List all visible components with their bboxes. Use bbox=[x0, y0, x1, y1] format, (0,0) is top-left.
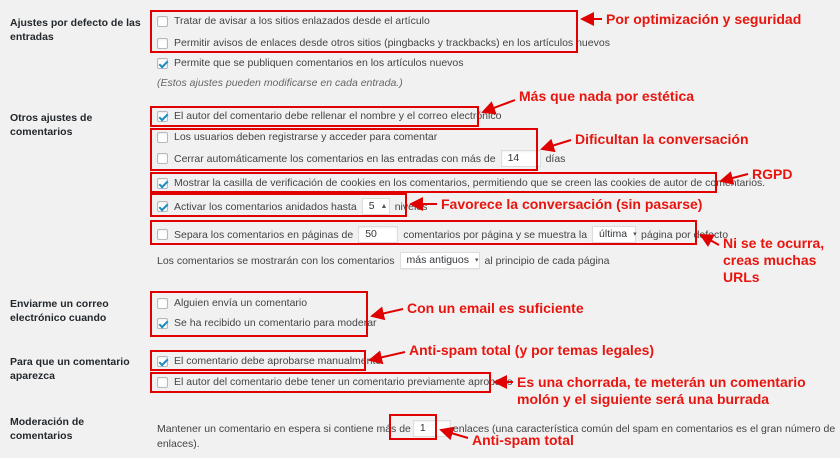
paged-mid-label: comentarios por página y se muestra la bbox=[403, 228, 588, 241]
arrow-email bbox=[372, 309, 403, 316]
comment-order-label: Los comentarios se mostrarán con los comentarios bbox=[157, 254, 395, 267]
threaded-comments-label: Activar los comentarios anidados hasta bbox=[174, 200, 357, 213]
comment-order-value: más antiguos bbox=[406, 254, 469, 266]
cookies-opt-in-label: Mostrar la casilla de verificación de cookies en los comentarios, permitiendo que se creen las cookies de autor de comentarios. bbox=[174, 177, 766, 189]
annotation-paged-1: Ni se te ocurra, bbox=[723, 235, 825, 251]
paged-page-value: última bbox=[599, 228, 628, 240]
threaded-levels-unit: niveles bbox=[394, 200, 428, 213]
section-label-moderation: Moderación de comentarios bbox=[10, 416, 85, 442]
require-name-email-label: El autor del comentario debe rellenar el nombre y el correo electrónico bbox=[174, 110, 502, 122]
section-label-appear: Para que un comentario aparezca bbox=[10, 356, 130, 382]
option-comment-order bbox=[157, 252, 609, 269]
comment-order-post-label: al principio de cada página bbox=[484, 254, 610, 267]
annotation-paged-2: creas muchas bbox=[723, 252, 817, 268]
email-comment-label: Alguien envía un comentario bbox=[174, 297, 308, 309]
annotation-email: Con un email es suficiente bbox=[407, 300, 584, 316]
comment-order-select[interactable] bbox=[400, 252, 480, 269]
chevron-down-icon: ▾ bbox=[633, 231, 637, 238]
defaults-hint: (Estos ajustes pueden modificarse en cada entrada.) bbox=[157, 77, 403, 89]
highlight-box-email bbox=[150, 291, 368, 337]
moderation-links-post-line2: enlaces). bbox=[157, 438, 200, 450]
close-comments-label: Cerrar automáticamente los comentarios en las entradas con más de bbox=[174, 152, 496, 165]
pingback-notify-label: Tratar de avisar a los sitios enlazados desde el artículo bbox=[174, 15, 430, 27]
annotation-chorrada-1: Es una chorrada, te meterán un comentario bbox=[517, 374, 806, 390]
highlight-box-threaded bbox=[150, 193, 407, 217]
section-label-defaults: Ajustes por defecto de las entradas bbox=[10, 17, 141, 43]
annotation-paged-3: URLs bbox=[723, 269, 760, 285]
allow-comments-label: Permite que se publiquen comentarios en los artículos nuevos bbox=[174, 57, 464, 69]
annotation-optimization: Por optimización y seguridad bbox=[606, 11, 802, 27]
highlight-box-registration bbox=[150, 128, 538, 171]
previously-approved-label: El autor del comentario debe tener un comentario previamente aprobado bbox=[174, 376, 513, 388]
close-comments-days-unit: días bbox=[545, 152, 566, 165]
manual-approval-label: El comentario debe aprobarse manualmente. bbox=[174, 355, 385, 367]
annotation-antispam-legal: Anti-spam total (y por temas legales) bbox=[409, 342, 655, 358]
section-label-email: Enviarme un correo electrónico cuando bbox=[10, 298, 109, 324]
section-label-other: Otros ajustes de comentarios bbox=[10, 112, 93, 138]
option-allow-comments[interactable] bbox=[157, 57, 464, 69]
allow-comments-checkbox[interactable] bbox=[157, 58, 168, 69]
highlight-box-moderation-links bbox=[389, 414, 437, 440]
highlight-box-paged bbox=[150, 220, 697, 245]
highlight-box-cookies bbox=[150, 172, 717, 193]
paged-post-label: página por defecto bbox=[641, 228, 729, 241]
annotation-antispam: Anti-spam total bbox=[472, 432, 574, 448]
highlight-box-manual-approval bbox=[150, 350, 366, 371]
paged-comments-label: Separa los comentarios en páginas de bbox=[174, 228, 354, 241]
arrow-conversation bbox=[542, 140, 571, 149]
chevron-down-icon: ▾ bbox=[474, 257, 479, 264]
highlight-box-defaults bbox=[150, 10, 578, 53]
annotation-aesthetics: Más que nada por estética bbox=[519, 88, 695, 104]
annotation-rgpd: RGPD bbox=[752, 166, 793, 182]
moderation-links-post-label: enlaces (una característica común del spam en comentarios es el gran número de bbox=[452, 422, 836, 435]
chevron-down-icon: ▲ bbox=[380, 203, 388, 210]
highlight-box-previously-approved bbox=[150, 372, 491, 393]
allow-pings-label: Permitir avisos de enlaces desde otros sitios (pingbacks y trackbacks) en los artículos nuevos bbox=[174, 37, 610, 49]
close-comments-days-input[interactable]: 14 bbox=[501, 150, 541, 167]
moderation-links-input[interactable]: 1 bbox=[413, 420, 451, 437]
annotation-threaded: Favorece la conversación (sin pasarse) bbox=[441, 196, 703, 212]
annotation-conversation: Dificultan la conversación bbox=[575, 131, 749, 147]
highlight-box-name-email bbox=[150, 106, 479, 127]
annotation-chorrada-2: molón y el siguiente será una burrada bbox=[517, 391, 770, 407]
paged-count-input[interactable]: 50 bbox=[358, 226, 398, 243]
email-moderation-label: Se ha recibido un comentario para moderar bbox=[174, 317, 377, 329]
registration-required-label: Los usuarios deben registrarse y acceder para comentar bbox=[174, 131, 438, 143]
threaded-levels-value: 5 bbox=[368, 200, 375, 212]
moderation-links-label: Mantener un comentario en espera si contiene más de bbox=[157, 422, 411, 435]
